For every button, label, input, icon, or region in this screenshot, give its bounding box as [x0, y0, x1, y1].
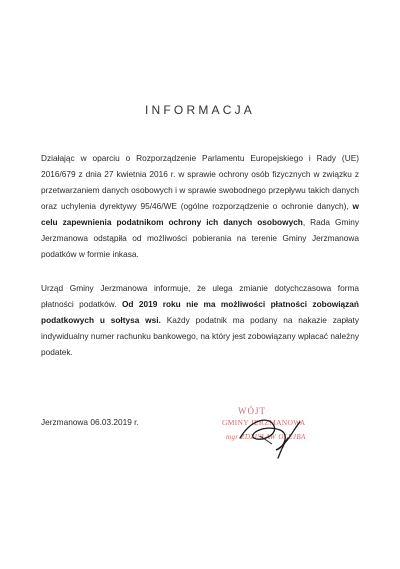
signature-icon	[230, 408, 310, 460]
stamp-line-office: GMINY JERZMANOWA	[222, 418, 306, 427]
paragraph-gdpr-text-c: , Rada Gminy Jerzmanowa odstąpiła od możliwości pobierania na terenie Gminy Jerzmanowa podatków w formie inkasa.	[41, 217, 359, 259]
paragraph-payment-text-a: Urząd Gminy Jerzmanowa informuje, że ulega zmianie dotychczasowa forma płatności podatków.	[41, 283, 359, 309]
paragraph-gdpr-text-a: Działając w oparciu o Rozporządzenie Parlamentu Europejskiego i Rady (UE) 2016/679 z dnia 27 kwietnia 2016 r. w sprawie ochrony osób fizycznych w związku z przetwarzaniem danych osobowych i w sprawie swobodnego przepływu takich danych oraz uchylenia dyrektywy 95/46/WE (ogólne rozporządzenie o ochronie danych),	[41, 153, 359, 211]
document-title: INFORMACJA	[145, 103, 255, 117]
document-date: Jerzmanowa 06.03.2019 r.	[41, 417, 139, 427]
paragraph-gdpr-bold: w celu zapewnienia podatnikom ochrony ich danych osobowych	[41, 201, 359, 227]
stamp-line-title: WÓJT	[238, 406, 266, 416]
paragraph-payment-text-c: Każdy podatnik ma podany na nakazie zapłaty indywidualny numer rachunku bankowego, na który jest zobowiązany wpłacać należny podatek.	[41, 315, 359, 357]
paragraph-gdpr	[41, 150, 359, 262]
stamp-line-name: mgr ZDZISŁAW OLEJBA	[226, 433, 306, 441]
paragraph-payment	[41, 280, 359, 360]
paragraph-payment-bold: Od 2019 roku nie ma możliwości płatności zobowiązań podatkowych u sołtysa wsi.	[41, 299, 359, 325]
